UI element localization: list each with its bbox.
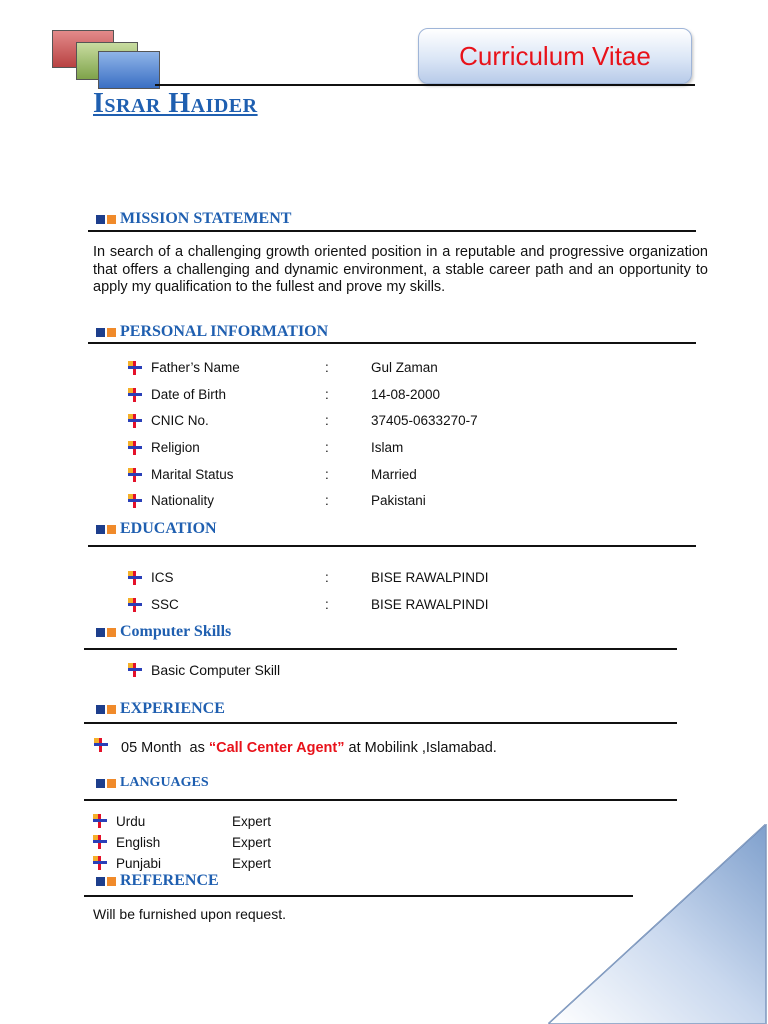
section-heading-mission — [96, 210, 291, 228]
bullet-icon — [128, 468, 142, 482]
heading-text: REFERENCE — [120, 872, 219, 889]
bullet-icon — [128, 414, 142, 428]
heading-text: EXPERIENCE — [120, 700, 225, 717]
heading-marker-icon — [96, 705, 105, 714]
info-value: Islam — [371, 440, 404, 455]
cv-title-text: Curriculum Vitae — [459, 40, 651, 71]
heading-text: MISSION STATEMENT — [120, 210, 292, 227]
bullet-icon — [128, 663, 142, 677]
language-level: Expert — [232, 835, 272, 850]
info-value: Pakistani — [371, 493, 426, 508]
heading-text: Computer Skills — [120, 623, 232, 640]
info-label: Religion — [151, 440, 200, 455]
education-value: BISE RAWALPINDI — [371, 597, 489, 612]
section-rule — [88, 230, 696, 232]
info-separator: : — [325, 360, 329, 375]
education-label: SSC — [151, 597, 179, 612]
education-separator: : — [325, 597, 329, 612]
bullet-icon — [128, 361, 142, 375]
info-label: Marital Status — [151, 467, 234, 482]
info-separator: : — [325, 413, 329, 428]
section-heading-reference — [96, 872, 219, 890]
section-rule — [84, 799, 677, 801]
info-value: Married — [371, 467, 417, 482]
info-value: 37405-0633270-7 — [371, 413, 478, 428]
bullet-icon — [128, 388, 142, 402]
heading-marker-icon — [96, 628, 105, 637]
section-rule — [88, 545, 696, 547]
section-rule — [84, 648, 677, 650]
bullet-icon — [93, 856, 107, 870]
bullet-icon — [128, 571, 142, 585]
section-heading-education — [96, 520, 217, 538]
section-heading-experience — [96, 700, 225, 718]
heading-text: LANGUAGES — [120, 775, 209, 790]
candidate-name: Israr Haider — [93, 88, 258, 119]
info-separator: : — [325, 493, 329, 508]
bullet-icon — [93, 814, 107, 828]
section-heading-personal — [96, 323, 328, 341]
bullet-icon — [128, 494, 142, 508]
info-value: Gul Zaman — [371, 360, 438, 375]
language-level: Expert — [232, 814, 272, 829]
info-separator: : — [325, 440, 329, 455]
heading-marker-icon — [96, 779, 105, 788]
language-level: Expert — [232, 856, 272, 871]
experience-role: “Call Center Agent” — [208, 740, 345, 756]
skill-text: Basic Computer Skill — [151, 662, 281, 678]
section-rule — [88, 342, 696, 344]
section-heading-languages — [96, 775, 209, 791]
info-value: 14-08-2000 — [371, 387, 441, 402]
language-name: Urdu — [116, 814, 146, 829]
header-rule — [155, 84, 695, 86]
experience-duration: 05 Month as — [121, 740, 209, 756]
experience-text — [121, 740, 497, 756]
bullet-icon — [94, 738, 108, 752]
heading-marker-icon — [96, 215, 105, 224]
info-separator: : — [325, 387, 329, 402]
info-label: Date of Birth — [151, 387, 227, 402]
page-corner-decoration — [548, 824, 768, 1024]
section-heading-computer-skills — [96, 623, 231, 641]
section-rule — [84, 722, 677, 724]
bullet-icon — [128, 598, 142, 612]
heading-marker-icon — [96, 328, 105, 337]
cv-title-badge — [418, 28, 692, 84]
heading-marker-icon — [96, 877, 105, 886]
decor-blue-square — [98, 51, 160, 89]
education-label: ICS — [151, 570, 174, 585]
heading-text: EDUCATION — [120, 520, 217, 537]
heading-text: PERSONAL INFORMATION — [120, 323, 329, 340]
reference-text: Will be furnished upon request. — [93, 906, 286, 922]
language-name: Punjabi — [116, 856, 162, 871]
bullet-icon — [128, 441, 142, 455]
info-label: CNIC No. — [151, 413, 209, 428]
bullet-icon — [93, 835, 107, 849]
heading-marker-icon — [96, 525, 105, 534]
education-value: BISE RAWALPINDI — [371, 570, 489, 585]
education-separator: : — [325, 570, 329, 585]
info-label: Nationality — [151, 493, 215, 508]
info-label: Father’s Name — [151, 360, 240, 375]
language-name: English — [116, 835, 161, 850]
experience-company: at Mobilink ,Islamabad. — [344, 740, 497, 756]
info-separator: : — [325, 467, 329, 482]
mission-text: In search of a challenging growth oriented position in a reputable and progressive organization that offers a challenging and dynamic environment, a stable career path and an opportunity to apply my qualification to the fullest and prove my skills. — [93, 244, 708, 295]
